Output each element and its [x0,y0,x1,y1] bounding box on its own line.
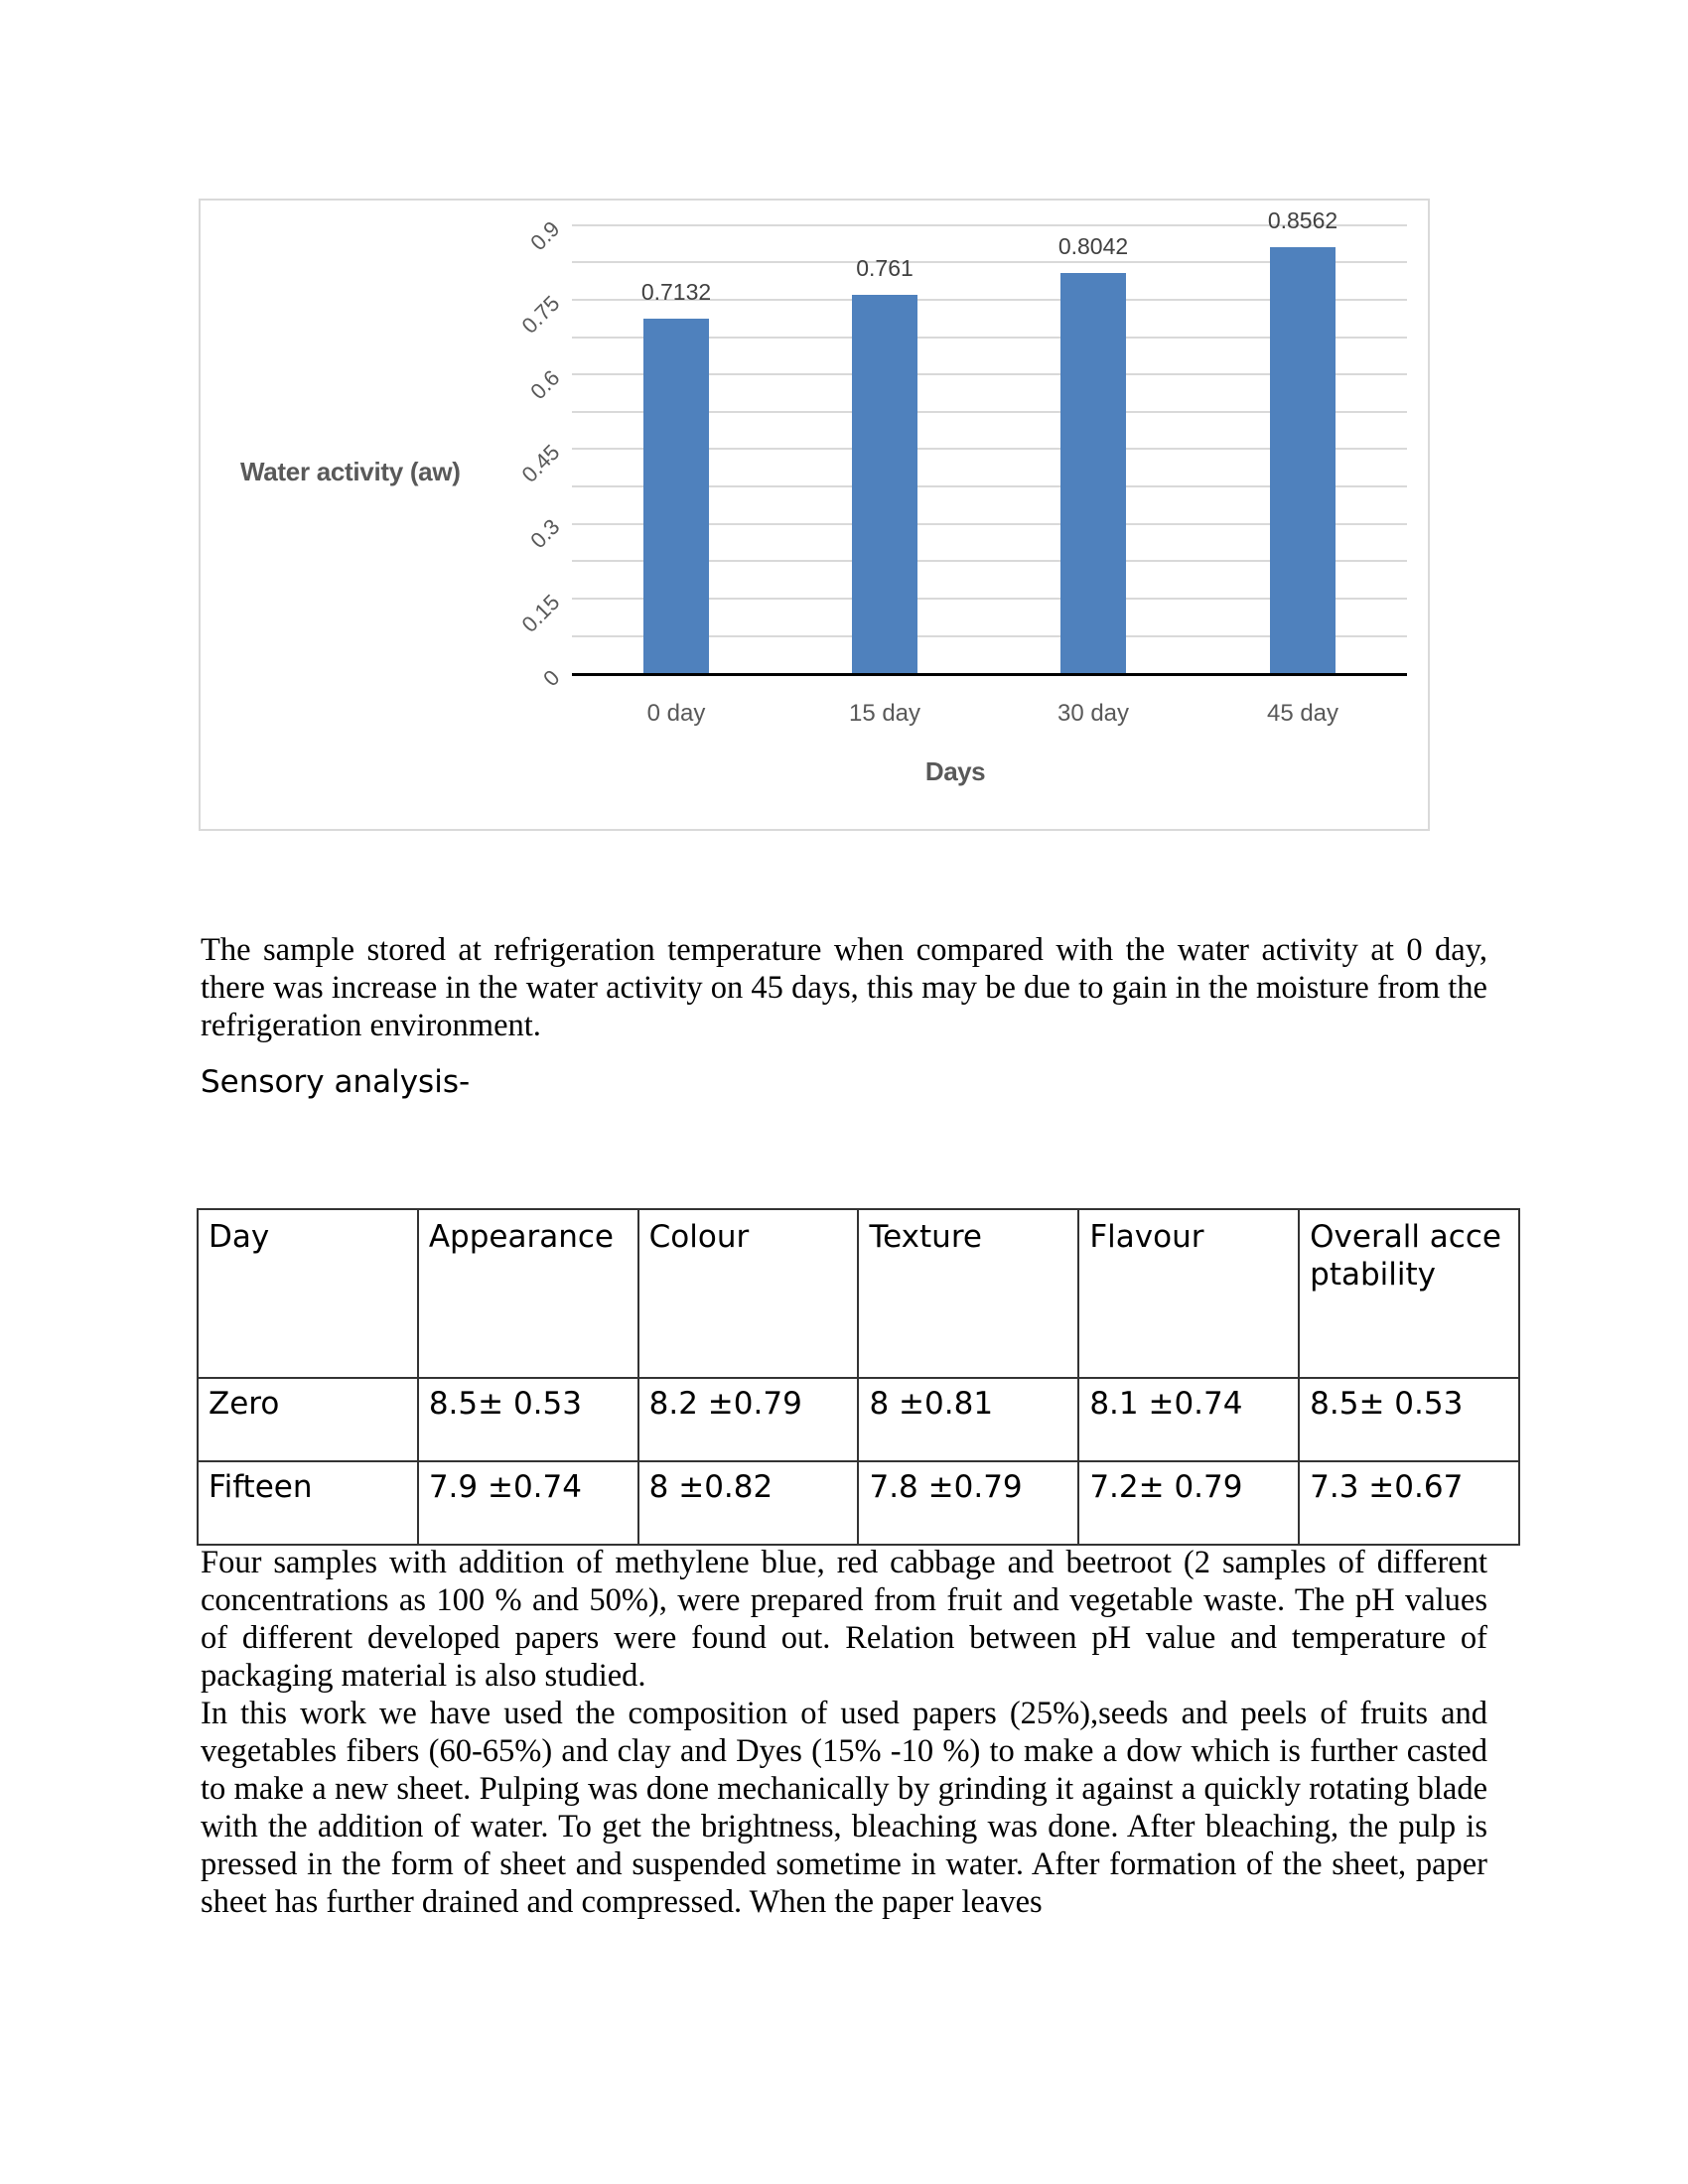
y-axis-title: Water activity (aw) [240,457,461,486]
bar-0-day [643,319,709,674]
y-tick-label: 0.75 [516,290,565,339]
cell: Fifteen [198,1461,418,1545]
x-tick-label: 0 day [646,700,706,727]
section-heading-sensory: Sensory analysis- [201,1064,471,1100]
cell: 8.5± 0.53 [1299,1378,1519,1461]
x-tick-label: 30 day [1056,700,1130,727]
cell: 8.5± 0.53 [418,1378,638,1461]
y-tick-label: 0.3 [525,513,565,554]
data-label: 0.7132 [640,279,712,305]
sensory-table [197,1208,1520,1546]
data-label: 0.761 [856,255,914,281]
table-row [198,1378,1519,1461]
x-axis-title: Days [924,756,986,786]
cell: 8 ±0.82 [638,1461,859,1545]
y-tick-label: 0.15 [516,589,565,637]
header-texture: Texture [858,1209,1078,1378]
header-colour: Colour [638,1209,859,1378]
data-label: 0.8042 [1057,233,1129,259]
cell: 7.2± 0.79 [1078,1461,1299,1545]
y-tick-label: 0 [538,664,565,692]
cell: 8.2 ±0.79 [638,1378,859,1461]
y-tick-label: 0.6 [525,364,565,405]
x-axis-line [572,673,1407,676]
y-tick-label: 0.9 [525,215,565,256]
chart-frame [199,199,1430,831]
x-tick-label: 15 day [848,700,921,727]
header-flavour: Flavour [1078,1209,1299,1378]
cell: 7.9 ±0.74 [418,1461,638,1545]
paragraph-method: In this work we have used the composition of used papers (25%),seeds and peels of fruits and vegetables fibers (60-65%) and clay and Dyes (15% -10 %) to make a dow which is further casted to make a new sheet. Pulping was done mechanically by grinding it against a quickly rotating blade with the addition of water. To get the brightness, bleaching was done. After bleaching, the pulp is pressed in the form of sheet and suspended sometime in water. After formation of the sheet, paper sheet has further drained and compressed. When the paper leaves [201,1696,1487,1920]
bar-45-day [1270,247,1336,674]
bar-15-day [852,295,917,674]
cell: Zero [198,1378,418,1461]
cell: 7.3 ±0.67 [1299,1461,1519,1545]
paragraph-water-activity: The sample stored at refrigeration temperature when compared with the water activity at 0 day, there was increase in the water activity on 45 days, this may be due to gain in the moisture from the refrigeration environment. [201,932,1487,1043]
cell: 8.1 ±0.74 [1078,1378,1299,1461]
cell: 8 ±0.81 [858,1378,1078,1461]
table-row [198,1461,1519,1545]
y-tick-label: 0.45 [516,439,565,487]
x-tick-label: 45 day [1266,700,1339,727]
header-overall: Overall acceptability [1299,1209,1519,1378]
paragraph-samples: Four samples with addition of methylene blue, red cabbage and beetroot (2 samples of different concentrations as 100 % and 50%), were prepared from fruit and vegetable waste. The pH values of different developed papers were found out. Relation between pH value and temperature of packaging material is also studied. [201,1545,1487,1694]
data-label: 0.8562 [1267,207,1338,233]
header-appearance: Appearance [418,1209,638,1378]
cell: 7.8 ±0.79 [858,1461,1078,1545]
table-header-row [198,1209,1519,1378]
bar-30-day [1060,273,1126,674]
header-day: Day [198,1209,418,1378]
